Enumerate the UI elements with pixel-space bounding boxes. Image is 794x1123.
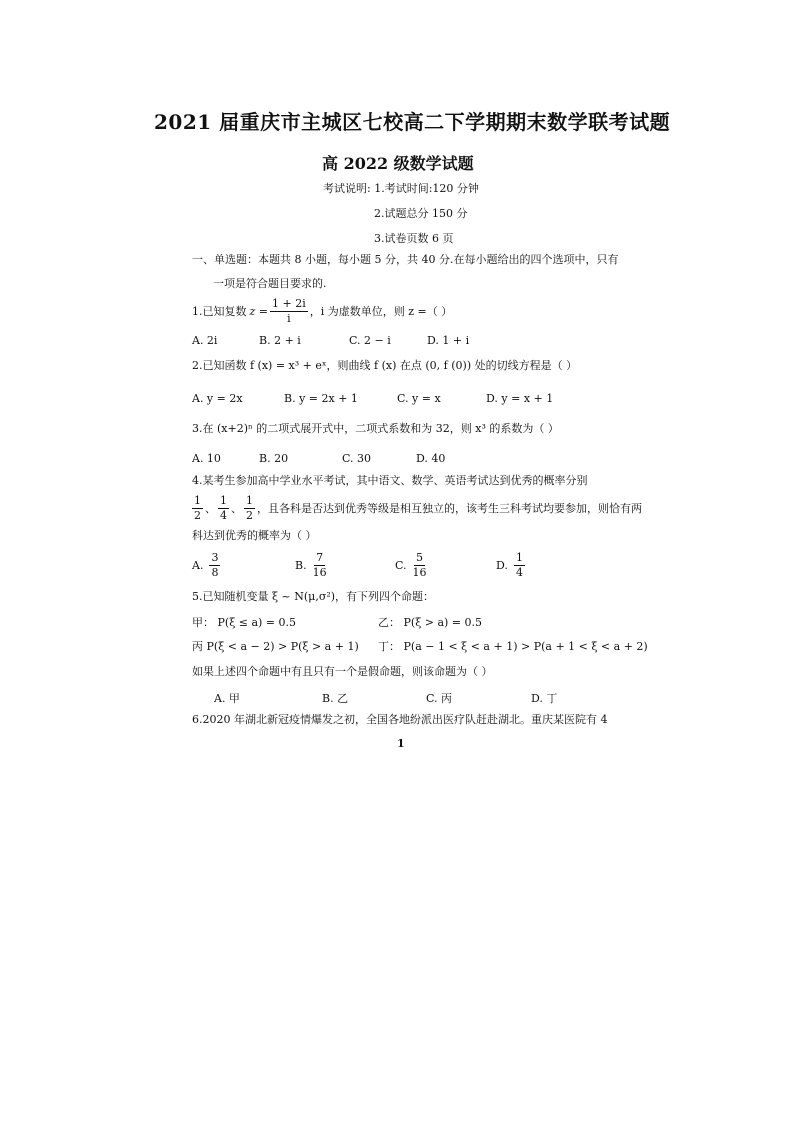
- q1-option-b: B. 2 + i: [259, 334, 301, 347]
- q5-option-b: B. 乙: [322, 692, 349, 705]
- q1-fraction: [270, 298, 308, 324]
- q4-fraction-2: [218, 495, 229, 521]
- q4-d-num: 1: [515, 551, 523, 564]
- q4-fraction-1: [192, 495, 203, 521]
- section-heading-line2: 一项是符合题目要求的.: [213, 277, 327, 290]
- q2-option-d: D. y = x + 1: [486, 392, 554, 405]
- q5-option-c: C. 丙: [426, 692, 453, 705]
- q4-line2-post: ，且各科是否达到优秀等级是相互独立的，该考生三科考试均要参加，则恰有两: [257, 501, 642, 515]
- page-number: 1: [397, 737, 405, 750]
- q1-option-a: A. 2i: [192, 334, 218, 347]
- q4-sep-2: 、: [231, 501, 242, 515]
- q4-b-num: 7: [316, 551, 324, 564]
- q2-option-b: B. y = 2x + 1: [284, 392, 358, 405]
- q4-f2-num: 1: [220, 494, 227, 507]
- question-4-line3: 科达到优秀的概率为（ ）: [192, 529, 317, 542]
- exam-note-2: 2.试题总分 150 分: [374, 207, 468, 220]
- document-subtitle: 高 2022 级数学试题: [322, 154, 474, 173]
- q3-option-a: A. 10: [192, 452, 221, 465]
- q4-option-d: [496, 552, 527, 578]
- question-1-stem: [192, 298, 452, 324]
- q4-b-fraction: [313, 552, 327, 578]
- q4-a-num: 3: [211, 551, 219, 564]
- q3-option-c: C. 30: [342, 452, 372, 465]
- q1-pre: 1.已知复数: [192, 304, 247, 318]
- q4-a-fraction: [209, 552, 220, 578]
- q4-a-den: 8: [211, 565, 219, 579]
- q4-d-den: 4: [515, 565, 523, 579]
- q5-proposition-bing: 丙 P(ξ < a − 2) > P(ξ > a + 1): [192, 640, 359, 653]
- q4-b-den: 16: [312, 565, 327, 579]
- q1-option-d: D. 1 + i: [427, 334, 470, 347]
- q4-c-den: 16: [412, 565, 427, 579]
- q5-option-a: A. 甲: [214, 692, 240, 705]
- q1-denominator: i: [287, 311, 291, 325]
- q2-option-a: A. y = 2x: [192, 392, 243, 405]
- q4-d-label: D.: [496, 558, 508, 572]
- q4-option-a: [192, 552, 222, 578]
- question-2-stem: 2.已知函数 f (x) = x³ + eˣ，则曲线 f (x) 在点 (0, f (0)) 处的切线方程是（ ）: [192, 359, 578, 372]
- q4-b-label: B.: [295, 558, 307, 572]
- section-heading-line1: 一、单选题：本题共 8 小题，每小题 5 分，共 40 分.在每小题给出的四个选项中，只有: [192, 253, 619, 266]
- q3-option-d: D. 40: [416, 452, 446, 465]
- question-4-line2: [192, 495, 642, 521]
- q4-option-b: [295, 552, 329, 578]
- q4-a-label: A.: [192, 558, 204, 572]
- q4-f3-den: 2: [246, 508, 253, 522]
- q4-fraction-3: [244, 495, 255, 521]
- q1-post: ，i 为虚数单位，则 z =（ ）: [309, 304, 453, 318]
- question-4-line1: 4.某考生参加高中学业水平考试，其中语文、数学、英语考试达到优秀的概率分别: [192, 474, 588, 487]
- exam-note-1: 考试说明: 1.考试时间:120 分钟: [323, 182, 479, 195]
- q4-f1-den: 2: [194, 508, 201, 522]
- q4-c-label: C.: [395, 558, 407, 572]
- q5-proposition-jia: 甲： P(ξ ≤ a) = 0.5: [192, 616, 297, 629]
- q4-f1-num: 1: [194, 494, 201, 507]
- q3-option-b: B. 20: [259, 452, 289, 465]
- question-6-line1: 6.2020 年湖北新冠疫情爆发之初，全国各地纷派出医疗队赶赴湖北。重庆某医院有 4: [192, 713, 608, 726]
- question-3-stem: 3.在 (x+2)ⁿ 的二项式展开式中，二项式系数和为 32，则 x³ 的系数为（ ）: [192, 422, 559, 435]
- q4-f3-num: 1: [246, 494, 253, 507]
- q2-option-c: C. y = x: [397, 392, 441, 405]
- q4-sep-1: 、: [205, 501, 216, 515]
- q4-f2-den: 4: [220, 508, 227, 522]
- question-5-stem: 5.已知随机变量 ξ ~ N(μ,σ²)，有下列四个命题：: [192, 590, 435, 603]
- q5-proposition-yi: 乙： P(ξ > a) = 0.5: [378, 616, 483, 629]
- exam-note-3: 3.试卷页数 6 页: [374, 232, 454, 245]
- q4-option-c: [395, 552, 429, 578]
- q1-numerator: 1 + 2i: [272, 297, 306, 310]
- q5-option-d: D. 丁: [531, 692, 558, 705]
- q4-c-fraction: [413, 552, 427, 578]
- q4-d-fraction: [514, 552, 525, 578]
- q4-c-num: 5: [416, 551, 424, 564]
- q1-option-c: C. 2 − i: [349, 334, 391, 347]
- q5-question: 如果上述四个命题中有且只有一个是假命题，则该命题为（ ）: [192, 665, 493, 678]
- document-title: 2021 届重庆市主城区七校高二下学期期末数学联考试题: [154, 110, 671, 134]
- q5-proposition-ding: 丁： P(a − 1 < ξ < a + 1) > P(a + 1 < ξ < a + 2): [378, 640, 648, 653]
- q1-lhs: z =: [249, 304, 269, 318]
